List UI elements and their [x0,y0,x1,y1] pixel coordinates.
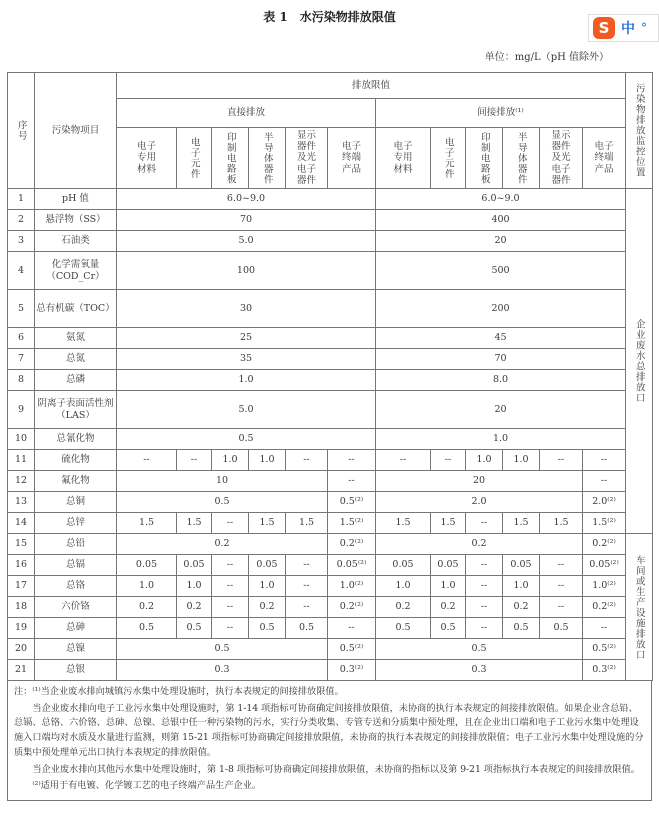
indirect-limit-cell: 0.3 [376,660,583,681]
table-row [8,252,653,290]
pollutant-name: 总铬 [35,576,117,597]
indirect-limit-cell: -- [540,450,583,471]
indirect-limit-cell: 0.2⁽²⁾ [583,597,626,618]
indirect-limit-cell: 0.3⁽²⁾ [583,660,626,681]
row-number: 6 [8,328,35,349]
unit-label: 单位：mg/L（pH 值除外） [484,52,609,63]
direct-limit-cell: 1.5⁽²⁾ [328,513,376,534]
pollutant-name: 总镍 [35,639,117,660]
indirect-limit-cell: -- [431,450,466,471]
table-row [8,450,653,471]
indirect-limit-cell: -- [466,576,503,597]
subheader-label: 印制电路板 [224,131,236,185]
direct-limit-cell: 0.2 [117,597,177,618]
row-number: 21 [8,660,35,681]
pollutant-name: 悬浮物（SS） [35,210,117,231]
table-row [8,597,653,618]
indirect-limit-cell: 2.0 [376,492,583,513]
direct-limit-cell: -- [177,450,212,471]
row-number: 11 [8,450,35,471]
indirect-limit-cell: 0.5⁽²⁾ [583,639,626,660]
row-number: 17 [8,576,35,597]
subheader-indirect-2 [466,128,503,189]
pollutant-name: 总氰化物 [35,429,117,450]
direct-limit-cell: -- [286,576,328,597]
direct-limit-cell: 1.0 [249,450,286,471]
subheader-indirect-3 [503,128,540,189]
direct-limit-cell: 0.5⁽²⁾ [328,492,376,513]
direct-limit-cell: 1.5 [286,513,328,534]
subheader-indirect-5 [583,128,626,189]
note-4: ⁽²⁾适用于有电镀、化学镀工艺的电子终端产品生产企业。 [32,780,262,792]
indirect-limit-cell: -- [583,471,626,492]
table-row [8,391,653,429]
indirect-limit-cell: -- [540,555,583,576]
indirect-limit-cell: 0.2⁽²⁾ [583,534,626,555]
table-row [8,471,653,492]
pollutant-name: 总有机碳（TOC） [35,290,117,328]
subheader-direct-5 [328,128,376,189]
table-row [8,639,653,660]
row-number: 2 [8,210,35,231]
subheader-label: 电子专用材料 [136,140,156,175]
subheader-direct-0 [117,128,177,189]
row-number: 7 [8,349,35,370]
direct-limit-cell: 1.0 [212,450,249,471]
header-monitor-label: 污染物排放监控位置 [633,83,645,178]
header-seq-label: 序号 [15,120,27,141]
direct-limit-cell: -- [286,597,328,618]
subheader-indirect-0 [376,128,431,189]
indirect-limit-cell: 1.5 [503,513,540,534]
indirect-limit-cell: 400 [376,210,626,231]
table-row [8,660,653,681]
pollutant-name: 总锌 [35,513,117,534]
indirect-limit-cell: 0.5 [376,618,431,639]
pollutant-name: 总铅 [35,534,117,555]
indirect-limit-cell: 1.0 [466,450,503,471]
subheader-label: 电子专用材料 [393,140,413,175]
direct-limit-cell: 0.2⁽²⁾ [328,534,376,555]
direct-limit-cell: -- [212,618,249,639]
table-notes [7,680,652,801]
monitor-location-label: 企业废水总排放口 [633,319,645,403]
indirect-limit-cell: 0.05 [376,555,431,576]
pollutant-name: 石油类 [35,231,117,252]
direct-limit-cell: 0.05 [117,555,177,576]
direct-limit-cell: -- [286,555,328,576]
table-row [8,231,653,252]
direct-limit-cell: -- [212,555,249,576]
row-number: 10 [8,429,35,450]
direct-limit-cell: -- [328,618,376,639]
direct-limit-cell: 0.5 [117,639,328,660]
indirect-limit-cell: 1.5 [376,513,431,534]
subheader-direct-4 [286,128,328,189]
table-row [8,210,653,231]
direct-limit-cell: 25 [117,328,376,349]
table-row [8,429,653,450]
direct-limit-cell: -- [328,471,376,492]
direct-limit-cell: 0.05⁽²⁾ [328,555,376,576]
document-body [7,72,652,801]
header-indirect: 间接排放⁽¹⁾ [376,99,626,128]
ime-language-toggle[interactable]: 中 [621,21,635,37]
direct-limit-cell: -- [117,450,177,471]
row-number: 19 [8,618,35,639]
indirect-limit-cell: -- [540,597,583,618]
header-monitor [626,73,653,189]
direct-limit-cell: 30 [117,290,376,328]
row-number: 1 [8,189,35,210]
direct-limit-cell: 100 [117,252,376,290]
indirect-limit-cell: 8.0 [376,370,626,391]
indirect-limit-cell: 0.05 [503,555,540,576]
table-row [8,370,653,391]
indirect-limit-cell: 1.5 [540,513,583,534]
row-number: 8 [8,370,35,391]
subheader-label: 半导体器件 [261,131,273,185]
pollutant-name: 总银 [35,660,117,681]
pollutant-name: 硫化物 [35,450,117,471]
table-row [8,555,653,576]
direct-limit-cell: 1.5 [177,513,212,534]
pollutant-name: 总磷 [35,370,117,391]
ime-toolbar[interactable] [588,14,659,42]
indirect-limit-cell: 1.5 [431,513,466,534]
row-number: 15 [8,534,35,555]
indirect-limit-cell: 20 [376,471,583,492]
direct-limit-cell: 1.0⁽²⁾ [328,576,376,597]
indirect-limit-cell: -- [583,618,626,639]
subheader-label: 半导体器件 [515,131,527,185]
direct-limit-cell: 0.5 [117,618,177,639]
pollutant-name: 总砷 [35,618,117,639]
table-row [8,189,653,210]
direct-limit-cell: 1.5 [117,513,177,534]
table-row [8,534,653,555]
note-1: 注：⁽¹⁾当企业废水排向城镇污水集中处理设施时，执行本表规定的间接排放限值。 [14,686,344,697]
indirect-limit-cell: 0.5 [376,639,583,660]
direct-limit-cell: 1.0 [117,370,376,391]
direct-limit-cell: 70 [117,210,376,231]
direct-limit-cell: 6.0~9.0 [117,189,376,210]
monitor-location [626,534,653,681]
pollutant-name: 总氮 [35,349,117,370]
row-number: 12 [8,471,35,492]
indirect-limit-cell: -- [466,618,503,639]
pollutant-name: 氨氮 [35,328,117,349]
subheader-label: 电子终端产品 [594,140,614,175]
pollutant-name: 阴离子表面活性剂（LAS） [35,391,117,429]
direct-limit-cell: 0.3⁽²⁾ [328,660,376,681]
indirect-limit-cell: 1.5⁽²⁾ [583,513,626,534]
direct-limit-cell: 5.0 [117,231,376,252]
row-number: 18 [8,597,35,618]
indirect-limit-cell: 0.05⁽²⁾ [583,555,626,576]
table-row [8,492,653,513]
row-number: 3 [8,231,35,252]
indirect-limit-cell: 1.0 [376,576,431,597]
indirect-limit-cell: 0.2 [431,597,466,618]
direct-limit-cell: 1.0 [249,576,286,597]
indirect-limit-cell: 0.2 [376,597,431,618]
subheader-label: 电子终端产品 [341,140,361,175]
indirect-limit-cell: 0.2 [503,597,540,618]
direct-limit-cell: -- [212,513,249,534]
direct-limit-cell: 35 [117,349,376,370]
direct-limit-cell: -- [212,576,249,597]
table-row [8,290,653,328]
indirect-limit-cell: 2.0⁽²⁾ [583,492,626,513]
indirect-limit-cell: -- [466,513,503,534]
row-number: 5 [8,290,35,328]
subheader-indirect-4 [540,128,583,189]
indirect-limit-cell: 0.2 [376,534,583,555]
row-number: 20 [8,639,35,660]
monitor-location-label: 车间或生产设施排放口 [633,554,645,660]
indirect-limit-cell: 0.5 [540,618,583,639]
header-limits: 排放限值 [117,73,626,99]
direct-limit-cell: 10 [117,471,328,492]
subheader-label: 显示器件及光电子器件 [551,129,571,187]
indirect-limit-cell: 6.0~9.0 [376,189,626,210]
subheader-direct-3 [249,128,286,189]
header-direct: 直接排放 [117,99,376,128]
indirect-limit-cell: 1.0⁽²⁾ [583,576,626,597]
indirect-limit-cell: 1.0 [431,576,466,597]
subheader-indirect-1 [431,128,466,189]
direct-limit-cell: 1.0 [117,576,177,597]
direct-limit-cell: 0.2⁽²⁾ [328,597,376,618]
direct-limit-cell: -- [212,597,249,618]
subheader-label: 显示器件及光电子器件 [296,129,316,187]
direct-limit-cell: 1.5 [249,513,286,534]
indirect-limit-cell: -- [466,555,503,576]
indirect-limit-cell: 70 [376,349,626,370]
ime-punctuation-toggle[interactable]: ° [641,21,647,35]
direct-limit-cell: 1.0 [177,576,212,597]
row-number: 14 [8,513,35,534]
direct-limit-cell: 0.5 [117,492,328,513]
pollutant-name: 总铜 [35,492,117,513]
indirect-limit-cell: -- [466,597,503,618]
table-title: 表 1 水污染物排放限值 [263,10,396,24]
subheader-direct-2 [212,128,249,189]
row-number: 16 [8,555,35,576]
pollutant-name: 总镉 [35,555,117,576]
indirect-limit-cell: 1.0 [376,429,626,450]
row-number: 13 [8,492,35,513]
indirect-limit-cell: -- [583,450,626,471]
table-row [8,328,653,349]
emission-limits-table [7,72,653,681]
direct-limit-cell: 0.3 [117,660,328,681]
direct-limit-cell: 0.5 [286,618,328,639]
subheader-label: 电子元件 [188,137,200,179]
table-row [8,349,653,370]
monitor-location [626,189,653,534]
header-item: 污染物项目 [35,73,117,189]
row-number: 9 [8,391,35,429]
header-seq [8,73,35,189]
indirect-limit-cell: -- [540,576,583,597]
direct-limit-cell: 0.2 [249,597,286,618]
indirect-limit-cell: 500 [376,252,626,290]
direct-limit-cell: 0.2 [177,597,212,618]
note-3: 当企业废水排向其他污水集中处理设施时，第 1-8 项指标可协商确定间接排放限值，未协商的指标以及第 9-21 项指标执行本表规定的间接排放限值。 [32,763,640,775]
indirect-limit-cell: 0.5 [503,618,540,639]
direct-limit-cell: 0.2 [117,534,328,555]
direct-limit-cell: 0.5 [177,618,212,639]
indirect-limit-cell: -- [376,450,431,471]
indirect-limit-cell: 1.0 [503,450,540,471]
direct-limit-cell: -- [328,450,376,471]
sogou-logo-icon[interactable]: S [593,17,615,39]
table-row [8,618,653,639]
direct-limit-cell: 0.05 [249,555,286,576]
indirect-limit-cell: 0.5 [431,618,466,639]
indirect-limit-cell: 1.0 [503,576,540,597]
pollutant-name: 六价铬 [35,597,117,618]
indirect-limit-cell: 200 [376,290,626,328]
indirect-limit-cell: 20 [376,391,626,429]
subheader-label: 电子元件 [442,137,454,179]
subheader-direct-1 [177,128,212,189]
direct-limit-cell: -- [286,450,328,471]
indirect-limit-cell: 0.05 [431,555,466,576]
direct-limit-cell: 0.5⁽²⁾ [328,639,376,660]
subheader-label: 印制电路板 [478,131,490,185]
direct-limit-cell: 0.5 [249,618,286,639]
direct-limit-cell: 0.05 [177,555,212,576]
pollutant-name: 化学需氧量（COD_Cr） [35,252,117,290]
pollutant-name: 氟化物 [35,471,117,492]
row-number: 4 [8,252,35,290]
pollutant-name: pH 值 [35,189,117,210]
table-row [8,513,653,534]
direct-limit-cell: 5.0 [117,391,376,429]
direct-limit-cell: 0.5 [117,429,376,450]
indirect-limit-cell: 45 [376,328,626,349]
indirect-limit-cell: 20 [376,231,626,252]
table-row [8,576,653,597]
note-2: 当企业废水排向电子工业污水集中处理设施时，第 1-14 项指标可协商确定间接排放限值，未协商的执行本表规定的间接排放限值。如果企业含总铅、总镉、总铬、六价铬、总砷、总镍、总银中任一种污染物的污水，实行分类收集、专管专送和分质集中预处理，且在企业出口端和电子工业污水集中处理设施入口端均对水质及水量进行监测，则第 15-21 项指标可协商确定间接排放限值，未协商的执行本表规定的间接排放限值；电子工业污水集中处理设施的分质集中预处理单元出口执行本表规定的排放限值。 [14,702,644,758]
